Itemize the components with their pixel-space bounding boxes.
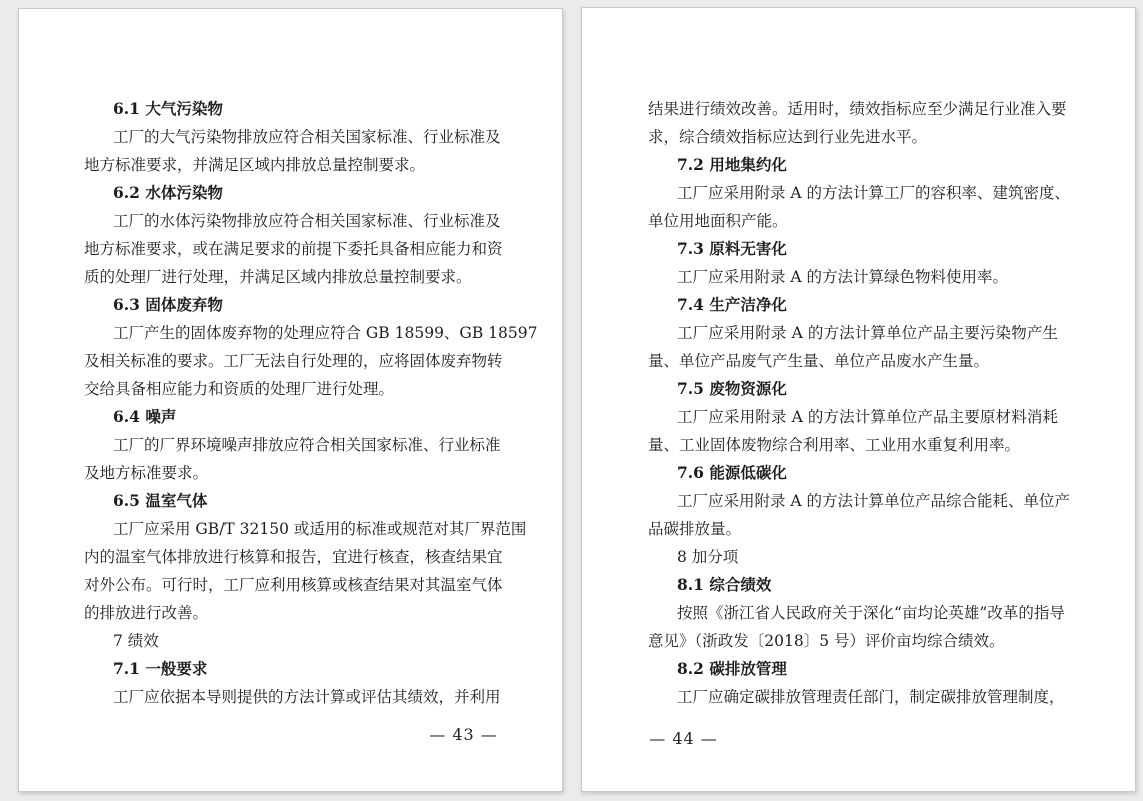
section-heading: 7.1 一般要求	[113, 659, 208, 678]
section-heading: 7.2 用地集约化	[677, 155, 787, 174]
text-line: 工厂应采用 GB/T 32150 或适用的标准或规范对其厂界范围	[113, 520, 527, 538]
text-line: 及地方标准要求。	[84, 464, 209, 482]
text-line: 结果进行绩效改善。适用时，绩效指标应至少满足行业准入要	[648, 100, 1067, 118]
text-line: 按照《浙江省人民政府关于深化“亩均论英雄”改革的指导	[677, 604, 1065, 622]
text-line: 工厂应采用附录 A 的方法计算绿色物料使用率。	[677, 268, 1009, 286]
text-line: 工厂应确定碳排放管理责任部门，制定碳排放管理制度，	[677, 688, 1065, 706]
text-line: 对外公布。可行时，工厂应利用核算或核查结果对其温室气体	[84, 576, 503, 594]
text-line: 交给具备相应能力和资质的处理厂进行处理。	[84, 380, 395, 398]
text-line: 工厂的大气污染物排放应符合相关国家标准、行业标准及	[113, 128, 501, 146]
text-line: 工厂应采用附录 A 的方法计算工厂的容积率、建筑密度、	[677, 184, 1071, 202]
text-line: 的排放进行改善。	[84, 604, 209, 622]
page-44-text-block	[648, 95, 1071, 711]
section-heading: 7.6 能源低碳化	[677, 463, 787, 482]
text-line: 质的处理厂进行处理，并满足区域内排放总量控制要求。	[84, 268, 472, 286]
section-heading: 7.5 废物资源化	[677, 379, 787, 398]
text-line: 工厂应采用附录 A 的方法计算单位产品综合能耗、单位产	[677, 492, 1071, 510]
text-line: 地方标准要求，并满足区域内排放总量控制要求。	[84, 156, 426, 174]
section-heading: 6.2 水体污染物	[113, 183, 223, 202]
text-line: 单位用地面积产能。	[648, 212, 788, 230]
section-heading: 8.1 综合绩效	[677, 575, 772, 594]
page-43	[18, 8, 563, 792]
text-line: 工厂应依据本导则提供的方法计算或评估其绩效，并利用	[113, 688, 501, 706]
chapter-heading: 8 加分项	[677, 548, 739, 566]
text-line: 地方标准要求，或在满足要求的前提下委托具备相应能力和资	[84, 240, 503, 258]
chapter-heading: 7 绩效	[113, 632, 159, 650]
text-line: 意见》（浙政发〔2018〕5 号）评价亩均综合绩效。	[648, 632, 1005, 650]
section-heading: 6.4 噪声	[113, 407, 177, 426]
text-line: 品碳排放量。	[648, 520, 742, 538]
text-line: 求，综合绩效指标应达到行业先进水平。	[648, 128, 928, 146]
text-line: 工厂的厂界环境噪声排放应符合相关国家标准、行业标准	[113, 436, 501, 454]
page-44-number: — 44 —	[649, 729, 718, 748]
text-line: 及相关标准的要求。工厂无法自行处理的，应将固体废弃物转	[84, 352, 503, 370]
section-heading: 6.5 温室气体	[113, 491, 208, 510]
section-heading: 6.1 大气污染物	[113, 99, 223, 118]
text-line: 工厂的水体污染物排放应符合相关国家标准、行业标准及	[113, 212, 501, 230]
text-line: 内的温室气体排放进行核算和报告，宜进行核查，核查结果宜	[84, 548, 503, 566]
text-line: 工厂产生的固体废弃物的处理应符合 GB 18599、GB 18597	[113, 324, 538, 342]
section-heading: 7.4 生产洁净化	[677, 295, 787, 314]
text-line: 量、工业固体废物综合利用率、工业用水重复利用率。	[648, 436, 1021, 454]
page-43-text-block	[84, 95, 538, 711]
text-line: 量、单位产品废气产生量、单位产品废水产生量。	[648, 352, 990, 370]
section-heading: 8.2 碳排放管理	[677, 659, 787, 678]
text-line: 工厂应采用附录 A 的方法计算单位产品主要原材料消耗	[677, 408, 1058, 426]
page-44	[581, 7, 1136, 792]
page-43-number: — 43 —	[429, 725, 498, 744]
text-line: 工厂应采用附录 A 的方法计算单位产品主要污染物产生	[677, 324, 1058, 342]
section-heading: 6.3 固体废弃物	[113, 295, 223, 314]
section-heading: 7.3 原料无害化	[677, 239, 787, 258]
